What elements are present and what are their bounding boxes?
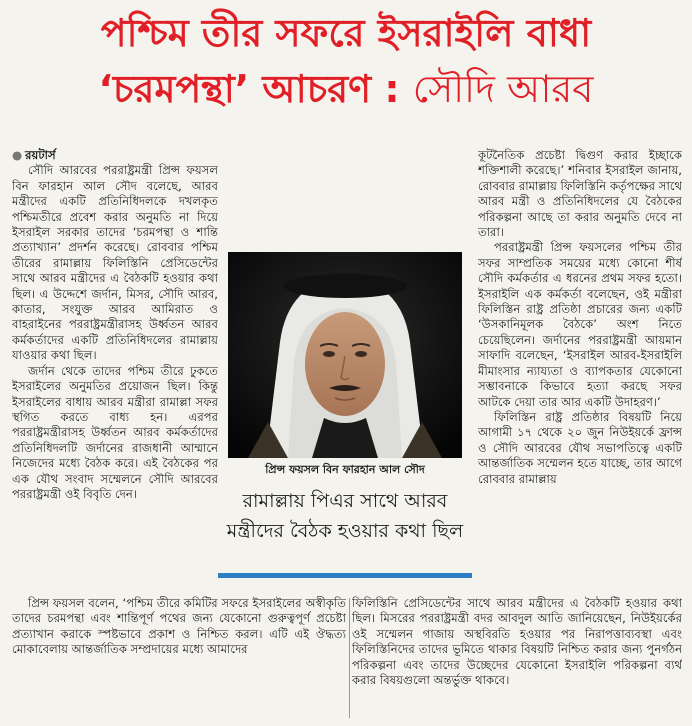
column-divider [349,598,350,718]
bullet-icon: ● [12,148,23,162]
paragraph: ফিলিস্তিনি প্রেসিডেন্টের সাথে আরব মন্ত্রীদের এ বৈঠকটি হওয়ার কথা ছিল। মিসরের পররাষ্ট্রমন্ত্রী বদর আবদুল আতি জানিয়েছেন, নিউইয়র্কের ওই সম্মেলন গাজায় অস্থবিরতি হওয়ার পর নিরাপত্তাব্যবস্থা এবং ফিলিস্তিনিদের তাদের ভূমিতে থাকার বিষয়টি নিশ্চিত করার জন্য পুনর্গঠন পরিকল্পনা এবং তাদের উচ্ছেদের যেকোনো ইসরাইলি পরিকল্পনা ব্যর্থ করার বিষয়গুলো অন্তর্ভুক্ত থাকবে। [352,596,682,688]
paragraph: প্রিন্স ফয়সল বলেন, ‘পশ্চিম তীরে কমিটির সফরে ইসরাইলের অস্বীকৃতি তাদের চরমপন্থা এবং শান্তিপূর্ণ পথের জন্য যেকোনো গুরুত্বপূর্ণ প্রচেষ্টা প্রত্যাখান করাকে স্পষ্টভাবে প্রকাশ ও নিশ্চিত করল। এটি এই ঔদ্ধত্য মোকাবেলায় আন্তর্জাতিক সম্প্রদায়ের মধ্যে আমাদের [12,596,346,657]
paragraph: পররাষ্ট্রমন্ত্রী প্রিন্স ফয়সলের পশ্চিম তীর সফর সাম্প্রতিক সময়ের মধ্যে কোনো শীর্ষ সৌদি কর্মকর্তার এ ধরনের প্রথম সফর হতো। ইসরাইলি এক কর্মকর্তা বলেছেন, ওই মন্ত্রীরা ফিলিস্তিন রাষ্ট্র প্রতিষ্ঠা প্রচারের জন্য একটি ‘উসকানিমূলক বৈঠকে’ অংশ নিতে চেয়েছিলেন। জর্দানের পররাষ্ট্রমন্ত্রী আয়মান সাফাদি বলেছেন, ‘ইসরাইল আরব-ইসরাইলি মীমাংসার ন্যায্যতা ও ব্যাপকতার যেকোনো সম্ভাবনাকে কিভাবে হত্যা করছে সফর আটকে দেয়া তার আর একটি উদাহরণ।’ [478,240,682,409]
article-left-column [12,148,218,590]
article-bottom-left [12,596,346,720]
headline-line-2 [0,66,692,112]
paragraph: ফিলিস্তিন রাষ্ট্র প্রতিষ্ঠার বিষয়টি নিয়ে আগামী ১৭ থেকে ২০ জুন নিউইয়র্কে ফ্রান্স ও সৌদি আরবের যৌথ সভাপতিত্বে একটি আন্তর্জাতিক সম্মেলন হতে যাচ্ছে, তার আগে রোববার রামাল্লায় [478,409,682,486]
paragraph: কূটনৈতিক প্রচেষ্টা দ্বিগুণ করার ইচ্ছাকে শক্তিশালী করেছে।’ শনিবার ইসরাইল জানায়, রোববার রামাল্লায় ফিলিস্তিনি কর্তৃপক্ষের সাথে আরব মন্ত্রী ও প্রতিনিধিদলের যে বৈঠকের পরিকল্পনা আছে তা করার অনুমতি দেবে না তারা। [478,148,682,240]
article-right-column [478,148,682,588]
headline-attribution: সৌদি আরব [412,67,594,111]
headline-quote: ‘চরমপন্থা’ আচরণ : [98,67,413,111]
pull-quote: রামাল্লায় পিএর সাথে আরব মন্ত্রীদের বৈঠক হওয়ার কথা ছিল [218,482,472,578]
portrait-photo [228,252,462,458]
paragraph: সৌদি আরবের পররাষ্ট্রমন্ত্রী প্রিন্স ফয়সল বিন ফারহান আল সৌদ বলেছে, আরব মন্ত্রীদের একটি প্রতিনিধিদলকে দখলকৃত পশ্চিমতীরে প্রবেশ করার অনুমতি না দিয়ে ইসরাইল সরকার তাদের ‘চরমপন্থা ও শান্তি প্রত্যাখ্যান’ প্রদর্শন করেছে। রোববার পশ্চিম তীরের রামাল্লায় ফিলিস্তিনি প্রেসিডেন্টের সাথে আরব মন্ত্রীদের এ বৈঠকটি হওয়ার কথা ছিল। এ উদ্দেশে জর্দান, মিসর, সৌদি আরব, কাতার, সংযুক্ত আরব আমিরাত ও বাহরাইনের পররাষ্ট্রমন্ত্রীরাসহ উর্ধ্বতন আরব কর্মকর্তাদের একটি প্রতিনিধিদলের রামাল্লায় যাওয়ার কথা ছিল। [12,163,218,363]
article-bottom-right [352,596,682,720]
headline-line-1: পশ্চিম তীর সফরে ইসরাইলি বাধা [100,11,592,55]
photo-caption: প্রিন্স ফয়সল বিন ফারহান আল সৌদ [228,460,462,480]
byline: ● রয়টার্স [12,148,56,162]
paragraph: জর্দান থেকে তাদের পশ্চিম তীরে ঢুকতে ইসরাইলের অনুমতির প্রয়োজন ছিল। কিন্তু ইসরাইলের বাধায় আরব মন্ত্রীরা রামাল্লা সফর স্থগিত করতে বাধ্য হন। এরপর পররাষ্ট্রমন্ত্রীরাসহ উর্ধ্বতন আরব কর্মকর্তাদের প্রতিনিধিদলটি জর্দানের রাজধানী আম্মানে নিজেদের মধ্যে বৈঠক করে। এই বৈঠকের পর এক যৌথ সংবাদ সম্মেলনে সৌদি আরবের পররাষ্ট্রমন্ত্রী ওই বিবৃতি দেন। [12,363,218,501]
